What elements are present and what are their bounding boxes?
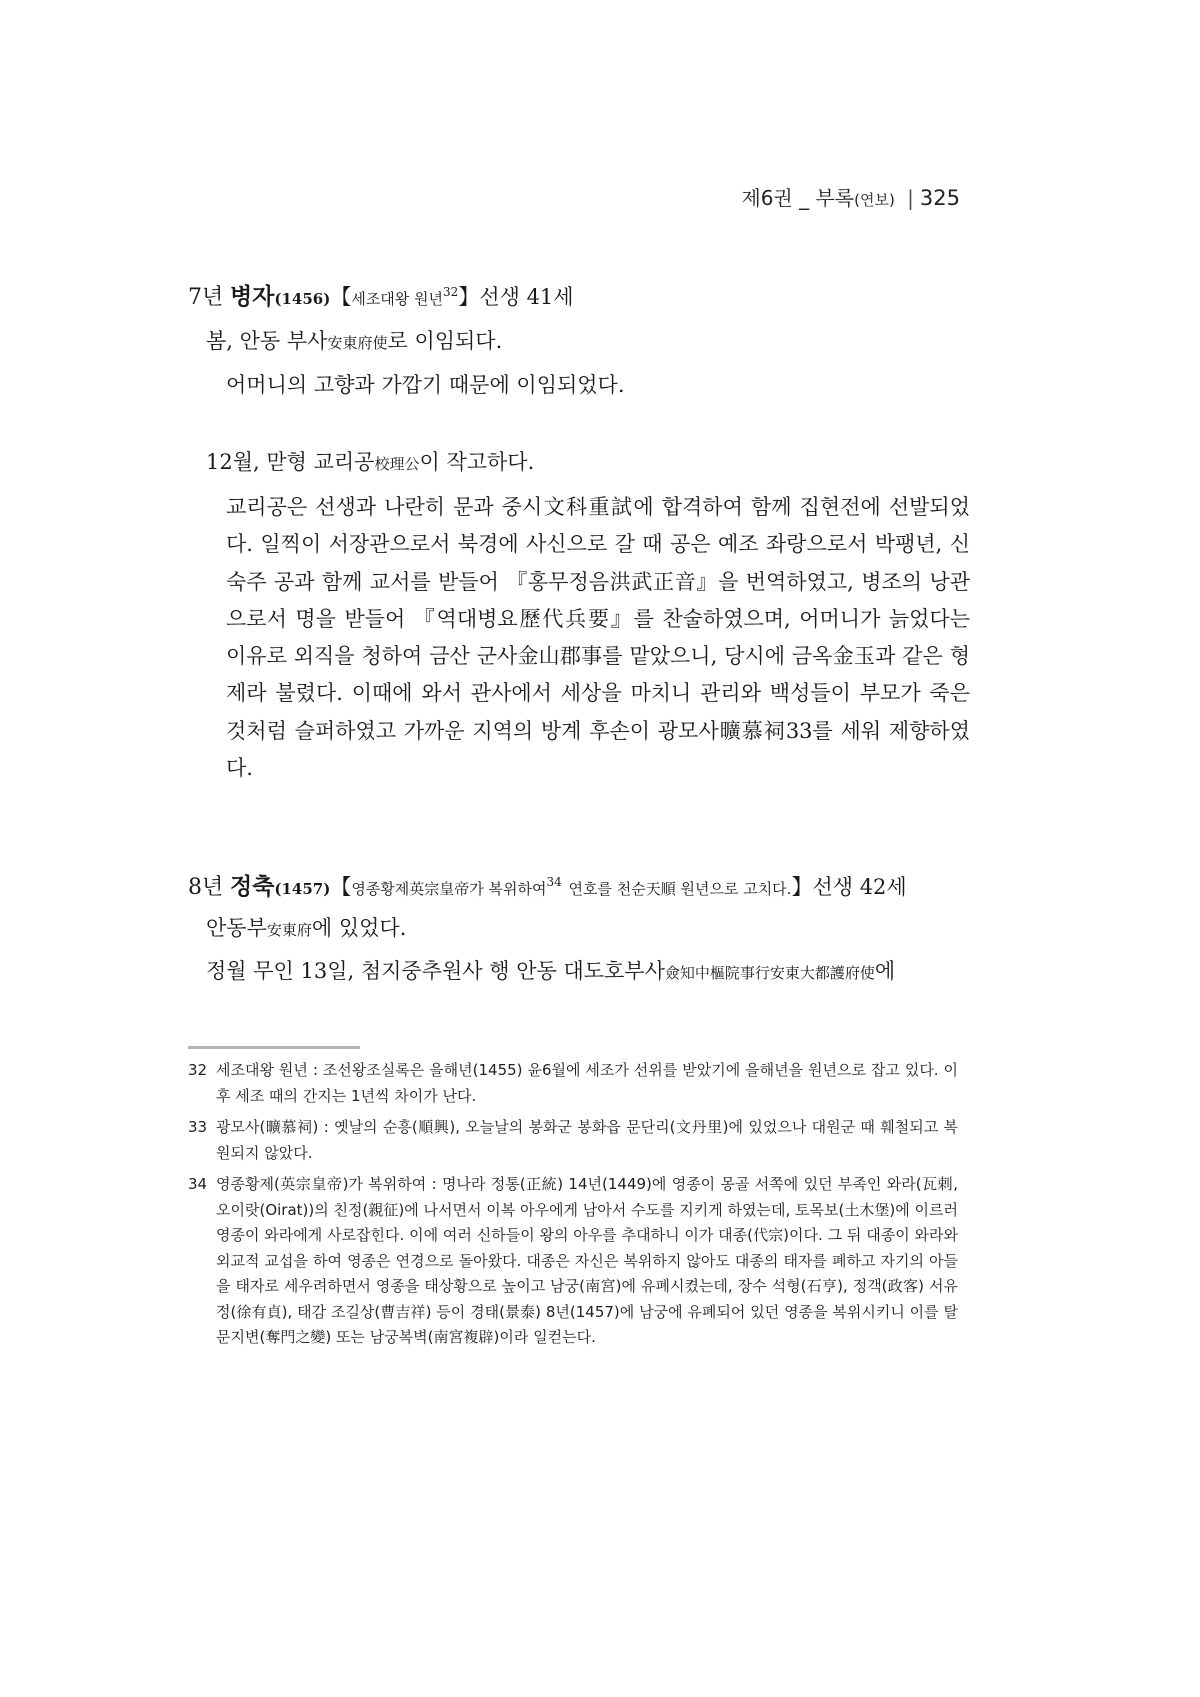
entry2-event2-tail: 에 xyxy=(874,959,896,983)
entry1-event2-detail: 교리공은 선생과 나란히 문과 중시文科重試에 합격하여 함께 집현전에 선발되었다. 일찍이 서장관으로서 북경에 사신으로 갈 때 공은 예조 좌랑으로서 박팽년, 신숙주 공과 함께 교서를 받들어 『홍무정음洪武正音』을 번역하였고, 병조의 낭관으로서 명을 받들어 『역대병요歷代兵要』를 찬술하였으며, 어머니가 늙었다는 이유로 외직을 청하여 금산 군사金山郡事를 맡았으니, 당시에 금옥金玉과 같은 형제라 불렸다. 이때에 와서 관사에서 세상을 마치니 관리와 백성들이 부모가 죽은 것처럼 슬퍼하였고 가까운 지역의 방계 후손이 광모사曠慕祠33를 세워 제향하였다. xyxy=(226,495,970,781)
footnote-number: 34 xyxy=(188,1175,208,1193)
entry1-year: 7년 xyxy=(188,285,224,310)
entry1-ganzhi: 병자 xyxy=(229,283,275,310)
footnote-text: 영종황제(英宗皇帝)가 복위하여 : 명나라 정통(正統) 14년(1449)에 영종이 몽골 서쪽에 있던 부족인 와라(瓦剌, 오이랏(Oirat))의 친정(親征)에 나서면서 이복 아우에게 남아서 수도를 지키게 하였는데, 토목보(土木堡)에 이르러 영종이 와라에게 사로잡힌다. 이에 여러 신하들이 왕의 아우를 추대하니 이가 대종(代宗)이다. 그 뒤 대종이 와라와 외교적 교섭을 하여 영종은 연경으로 돌아왔다. 대종은 자신은 복위하지 않아도 대종의 태자를 폐하고 자기의 아들을 태자로 세우려하면서 영종을 태상황으로 높이고 남궁(南宮)에 유폐시켰는데, 장수 석형(石亨), 정객(政客) 서유정(徐有貞), 태감 조길상(曹吉祥) 등이 경태(景泰) 8년(1457)에 남궁에 유폐되어 있던 영종을 복위시키니 이를 탈문지변(奪門之變) 또는 남궁복벽(南宮複辟)이라 일컫는다. xyxy=(216,1175,958,1346)
footnote-text: 광모사(曠慕祠) : 옛날의 순흥(順興), 오늘날의 봉화군 봉화읍 문단리(文丹里)에 있었으나 대원군 때 훼철되고 복원되지 않았다. xyxy=(216,1118,958,1162)
header-section: 부록 xyxy=(815,186,855,210)
entry1-bracket-open: 【 xyxy=(330,285,352,309)
entry2-bracket-text-a: 영종황제英宗皇帝가 복위하여 xyxy=(351,880,547,898)
entry1-ad-year: (1456) xyxy=(274,290,331,308)
footnote-number: 33 xyxy=(188,1118,208,1136)
entry2-bracket-text-b: 연호를 천순天順 원년으로 고치다. xyxy=(568,880,792,898)
entry1-bracket-text: 세조대왕 원년 xyxy=(351,290,444,308)
entry2-bracket-open: 【 xyxy=(330,875,352,899)
page-number: 325 xyxy=(919,186,960,210)
entry2-ad-year: (1457) xyxy=(274,880,331,898)
header-dash: _ xyxy=(799,186,810,210)
entry2-event2-hanja: 僉知中樞院事行安東大都護府使 xyxy=(664,964,875,982)
entry1-event2-hanja: 校理公 xyxy=(374,455,420,473)
footnote-number: 32 xyxy=(188,1061,208,1079)
entry2-event1-main: 안동부 xyxy=(206,916,267,940)
footnote-text: 세조대왕 원년 : 조선왕조실록은 을해년(1455) 윤6월에 세조가 선위를 받았기에 을해년을 원년으로 잡고 있다. 이후 세조 때의 간지는 1년씩 차이가 난다. xyxy=(216,1061,958,1105)
entry2-bracket-close: 】 xyxy=(791,875,813,899)
header-section-sub: (연보) xyxy=(854,191,895,209)
entry2-heading xyxy=(188,868,907,901)
entry2-event2 xyxy=(206,955,895,985)
entry2-event2-main: 정월 무인 13일, 첨지중추원사 행 안동 대도호부사 xyxy=(206,959,665,983)
footnote-divider xyxy=(188,1046,360,1049)
entry1-event2-tail: 이 작고하다. xyxy=(419,450,535,474)
entry2-event1-tail: 에 있었다. xyxy=(311,916,407,940)
footnote-34 xyxy=(188,1172,958,1351)
entry1-event2 xyxy=(206,446,534,476)
entry2-year: 8년 xyxy=(188,875,224,900)
entry1-event1-tail: 로 이임되다. xyxy=(387,329,503,353)
entry1-event1-detail: 어머니의 고향과 가깝기 때문에 이임되었다. xyxy=(226,373,625,397)
entry1-bracket-close: 】 xyxy=(458,285,480,309)
entry1-event1 xyxy=(206,325,502,355)
footnotes xyxy=(188,1058,958,1357)
entry2-event1 xyxy=(206,912,406,942)
footnote-33 xyxy=(188,1115,958,1166)
footnote-32 xyxy=(188,1058,958,1109)
entry2-event1-hanja: 安東府 xyxy=(266,921,312,939)
entry1-age: 선생 41세 xyxy=(479,285,574,309)
entry1-event1-main: 봄, 안동 부사 xyxy=(206,329,328,353)
header-volume: 제6권 xyxy=(741,186,793,210)
entry2-age: 선생 42세 xyxy=(812,875,907,899)
entry2-ganzhi: 정축 xyxy=(229,873,275,900)
header-separator: | xyxy=(907,186,914,210)
running-header xyxy=(741,182,960,211)
entry1-event2-main: 12월, 맏형 교리공 xyxy=(206,450,375,474)
entry1-heading xyxy=(188,278,574,311)
entry1-event1-hanja: 安東府使 xyxy=(327,334,388,352)
entry1-fn-ref: 32 xyxy=(443,285,459,299)
entry2-fn-ref: 34 xyxy=(546,875,562,889)
